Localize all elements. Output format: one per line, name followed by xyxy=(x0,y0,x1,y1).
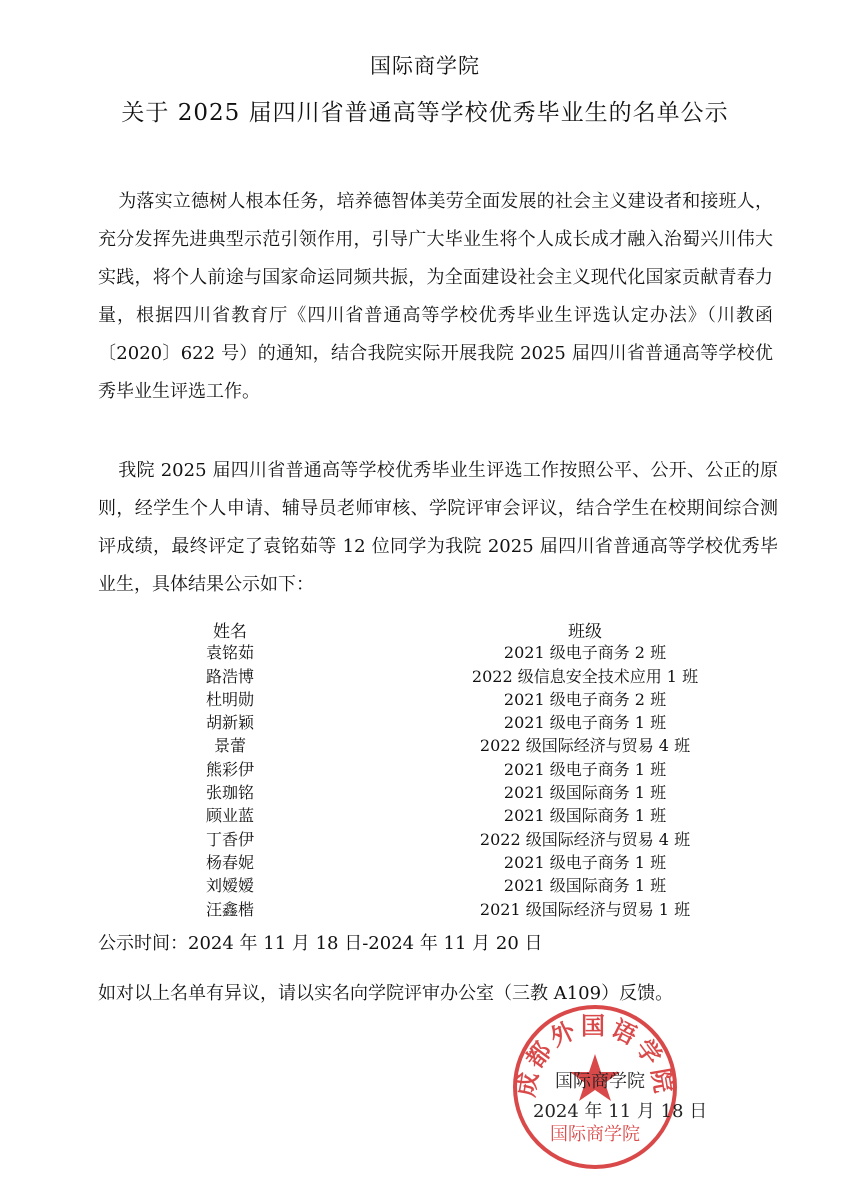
student-class: 2021 级电子商务 2 班 xyxy=(503,689,667,709)
signature-org: 国际商学院 xyxy=(555,1071,645,1092)
list-item xyxy=(0,640,850,663)
student-name: 汪鑫楷 xyxy=(205,899,254,919)
list-item xyxy=(0,757,850,780)
paragraph-intro xyxy=(98,183,773,411)
paragraph-process xyxy=(98,452,778,604)
list-item xyxy=(0,733,850,756)
student-class: 2022 级信息安全技术应用 1 班 xyxy=(471,666,699,686)
paragraph-process-text: 我院 2025 届四川省普通高等学校优秀毕业生评选工作按照公平、公开、公正的原则，经学生个人申请、辅导员老师审核、学院评审会评议，结合学生在校期间综合测评成绩，最终评定了袁铭茹等 12 位同学为我院 2025 届四川省普通高等学校优秀毕业生，具体结果公示如下： xyxy=(98,460,778,595)
student-name: 路浩博 xyxy=(205,666,254,686)
student-class: 2022 级国际经济与贸易 4 班 xyxy=(479,736,691,756)
student-name: 张珈铭 xyxy=(205,783,254,803)
student-class: 2021 级国际商务 1 班 xyxy=(503,783,667,803)
list-item xyxy=(0,687,850,710)
document-title: 关于 2025 届四川省普通高等学校优秀毕业生的名单公示 xyxy=(121,100,729,126)
list-item xyxy=(0,710,850,733)
student-name: 丁香伊 xyxy=(205,829,254,849)
student-class: 2021 级电子商务 1 班 xyxy=(503,852,667,872)
student-name: 胡新颖 xyxy=(205,713,254,733)
student-class: 2021 级国际商务 1 班 xyxy=(503,806,667,826)
student-class: 2021 级电子商务 2 班 xyxy=(503,643,667,663)
header-name: 姓名 xyxy=(213,622,247,642)
paragraph-intro-text: 为落实立德树人根本任务，培养德智体美劳全面发展的社会主义建设者和接班人，充分发挥先进典型示范引领作用，引导广大毕业生将个人成长成才融入治蜀兴川伟大实践，将个人前途与国家命运同频共振，为全面建设社会主义现代化国家贡献青春力量，根据四川省教育厅《四川省普通高等学校优秀毕业生评选认定办法》（川教函〔2020〕622 号）的通知，结合我院实际开展我院 2025 届四川省普通高等学校优秀毕业生评选工作。 xyxy=(98,191,773,402)
student-class: 2021 级电子商务 1 班 xyxy=(503,713,667,733)
student-name: 景蕾 xyxy=(213,736,246,756)
notice-period: 公示时间：2024 年 11 月 18 日-2024 年 11 月 20 日 xyxy=(98,933,543,954)
student-name: 杜明勋 xyxy=(205,689,254,709)
student-name: 杨春妮 xyxy=(205,852,254,872)
student-name: 刘嫒嫒 xyxy=(205,876,254,896)
list-item xyxy=(0,827,850,850)
org-title: 国际商学院 xyxy=(370,54,480,78)
list-item xyxy=(0,873,850,896)
list-item xyxy=(0,780,850,803)
seal-inner-text: 国际商学院 xyxy=(550,1124,640,1145)
list-item xyxy=(0,850,850,873)
list-item xyxy=(0,803,850,826)
student-class: 2022 级国际经济与贸易 4 班 xyxy=(479,829,691,849)
list-item xyxy=(0,897,850,920)
student-name: 熊彩伊 xyxy=(205,759,254,779)
student-class: 2021 级国际商务 1 班 xyxy=(503,876,667,896)
student-name: 袁铭茹 xyxy=(205,643,254,663)
list-item xyxy=(0,664,850,687)
student-name: 顾业蓝 xyxy=(205,806,254,826)
header-class: 班级 xyxy=(568,622,602,642)
graduate-list xyxy=(0,617,850,920)
seal-outer-text: 成都外国语学院 xyxy=(511,1012,679,1099)
student-class: 2021 级电子商务 1 班 xyxy=(503,759,667,779)
list-header xyxy=(0,617,850,640)
objection-note: 如对以上名单有异议，请以实名向学院评审办公室（三教 A109）反馈。 xyxy=(98,983,674,1004)
student-class: 2021 级国际经济与贸易 1 班 xyxy=(479,899,691,919)
signature-date: 2024 年 11 月 18 日 xyxy=(533,1101,708,1122)
